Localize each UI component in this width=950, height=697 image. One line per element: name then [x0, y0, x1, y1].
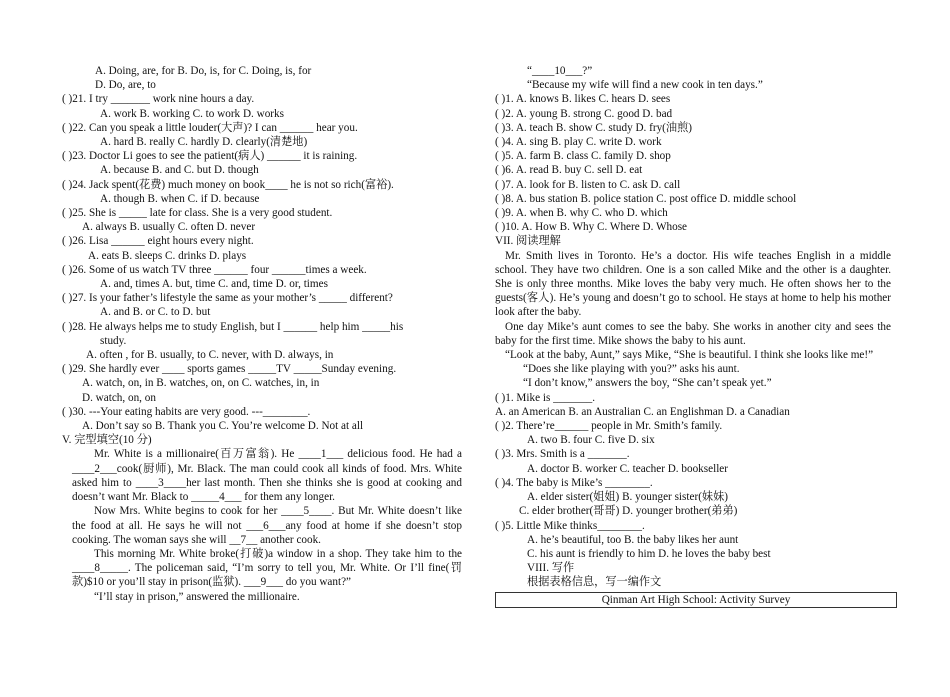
text-line: ( )6. A. read B. buy C. sell D. eat — [495, 164, 643, 177]
text-line: ( )5. A. farm B. class C. family D. shop — [495, 150, 671, 163]
text-line: “Because my wife will find a new cook in ten days.” — [527, 79, 763, 92]
text-line: ( )7. A. look for B. listen to C. ask D. call — [495, 178, 681, 191]
text-line: ( )1. Mike is _______. — [495, 391, 596, 404]
text-line: study. — [100, 334, 127, 347]
passage-paragraph: “Look at the baby, Aunt,” says Mike, “She is beautiful. I think she looks like me!” — [505, 349, 874, 362]
survey-table-title: Qinman Art High School: Activity Survey — [495, 592, 897, 608]
text-line: A. Doing, are, for B. Do, is, for C. Doing, is, for — [95, 65, 312, 77]
text-line: ( )2. A. young B. strong C. good D. bad — [495, 107, 673, 120]
text-line: A. hard B. really C. hardly D. clearly(清楚地) — [100, 136, 308, 149]
text-line: ( )30. ---Your eating habits are very good. ---________. — [62, 405, 311, 418]
passage-paragraph: “Does she like playing with you?” asks his aunt. — [523, 363, 740, 376]
text-line: A. watch, on, in B. watches, on, on C. watches, in, in — [82, 377, 320, 390]
text-line: ( )23. Doctor Li goes to see the patient(病人) ______ it is raining. — [62, 150, 358, 163]
text-line: C. his aunt is friendly to him D. he loves the baby best — [527, 547, 771, 560]
text-line: A. work B. working C. to work D. works — [100, 107, 284, 120]
text-line: C. elder brother(哥哥) D. younger brother(弟弟) — [519, 505, 738, 518]
text-line: VII. 阅读理解 — [495, 235, 561, 248]
text-line: 根据表格信息，写一编作文 — [527, 576, 662, 589]
passage-paragraph: This morning Mr. White broke(打破)a window in a shop. They take him to the ____8_____. The policeman said, “I’m sorry to tell you, Mr. White. Or I’ll fine(罚款)$10 or you’ll stay in prison(监狱). ___9___ do you want?” — [72, 547, 462, 589]
text-line: ( )3. Mrs. Smith is a _______. — [495, 448, 630, 461]
text-line: A. often , for B. usually, to C. never, with D. always, in — [86, 349, 334, 362]
cloze-options — [495, 64, 891, 249]
text-line: A. doctor B. worker C. teacher D. bookseller — [527, 462, 729, 475]
text-line: D. Do, are, to — [95, 79, 156, 92]
text-line: ( )21. I try _______ work nine hours a day. — [62, 93, 255, 106]
passage-paragraph: “I’ll stay in prison,” answered the millionaire. — [94, 590, 300, 603]
text-line: A. eats B. sleeps C. drinks D. plays — [88, 249, 247, 262]
text-line: A. two B. four C. five D. six — [527, 434, 655, 447]
text-line: ( )1. A. knows B. likes C. hears D. sees — [495, 93, 671, 106]
text-line: A. and, times A. but, time C. and, time D. or, times — [100, 278, 328, 291]
text-line: A. though B. when C. if D. because — [100, 192, 260, 205]
text-line: “____10___?” — [527, 65, 593, 77]
text-line: A. and B. or C. to D. but — [100, 306, 211, 319]
text-line: ( )9. A. when B. why C. who D. which — [495, 207, 668, 220]
text-line: V. 完型填空(10 分) — [62, 434, 152, 447]
text-line: A. an American B. an Australian C. an Englishman D. a Canadian — [495, 405, 790, 418]
passage-paragraph: One day Mike’s aunt comes to see the baby. She works in another city and sees the baby for the first time. Mike shows the baby to his aunt. — [495, 320, 891, 347]
left-column — [62, 64, 462, 604]
text-line: A. elder sister(姐姐) B. younger sister(妹妹) — [527, 491, 729, 504]
reading-questions — [495, 391, 891, 590]
text-line: A. always B. usually C. often D. never — [82, 221, 256, 234]
text-line: A. Don’t say so B. Thank you C. You’re welcome D. Not at all — [82, 420, 364, 433]
text-line: ( )29. She hardly ever ____ sports games _____TV _____Sunday evening. — [62, 363, 397, 376]
text-line: ( )10. A. How B. Why C. Where D. Whose — [495, 221, 688, 234]
text-line: ( )8. A. bus station B. police station C. post office D. middle school — [495, 192, 797, 205]
text-line: ( )4. A. sing B. play C. write D. work — [495, 136, 662, 149]
text-line: D. watch, on, on — [82, 391, 156, 404]
passage-paragraph: “I don’t know,” answers the boy, “She can’t speak yet.” — [523, 377, 772, 390]
text-line: ( )4. The baby is Mike’s ________. — [495, 476, 653, 489]
text-line: ( )25. She is _____ late for class. She is a very good student. — [62, 207, 333, 220]
text-line: ( )5. Little Mike thinks________. — [495, 519, 645, 532]
text-line: ( )2. There’re______ people in Mr. Smith’s family. — [495, 420, 723, 433]
text-line: A. he’s beautiful, too B. the baby likes her aunt — [527, 533, 739, 546]
left-question-lines — [62, 64, 462, 447]
text-line: ( )22. Can you speak a little louder(大声)? I can ______ hear you. — [62, 121, 358, 134]
text-line: VIII. 写作 — [527, 562, 575, 575]
right-column — [495, 64, 891, 608]
passage-paragraph: Mr. White is a millionaire(百万富翁). He ____1___ delicious food. He had a ____2___cook(厨师), Mr. Black. The man could cook all kinds of food. Mrs. White asked him to ____3____her last month. Then she thinks she is good at cooking and doesn’t want Mr. Black to _____4___ for them any longer. — [72, 448, 462, 504]
passage-paragraph: Mr. Smith lives in Toronto. He’s a doctor. His wife teaches English in a middle school. They have two children. One is a son called Mike and the other is a daughter. She is only three months. Mike loves the baby very much. He often shows her to the guests(客人). He’s young and doesn’t go to school. He stays at home to help his mother look after the baby. — [495, 249, 891, 319]
cloze-passage — [62, 447, 462, 603]
text-line: ( )3. A. teach B. show C. study D. fry(油煎) — [495, 121, 692, 134]
text-line: ( )28. He always helps me to study English, but I ______ help him _____his — [62, 320, 404, 333]
passage-paragraph: Now Mrs. White begins to cook for her ____5____. But Mr. White doesn’t like the food at all. He says he will not ___6___any food at home if she doesn’t stop cooking. The woman says she will __7__ another cook. — [72, 505, 462, 546]
text-line: ( )27. Is your father’s lifestyle the same as your mother’s _____ different? — [62, 292, 393, 305]
text-line: ( )24. Jack spent(花费) much money on book____ he is not so rich(富裕). — [62, 178, 394, 191]
text-line: ( )26. Lisa ______ eight hours every night. — [62, 235, 254, 248]
text-line: A. because B. and C. but D. though — [100, 164, 259, 177]
text-line: ( )26. Some of us watch TV three ______ four ______times a week. — [62, 263, 367, 276]
reading-passage — [495, 249, 891, 391]
